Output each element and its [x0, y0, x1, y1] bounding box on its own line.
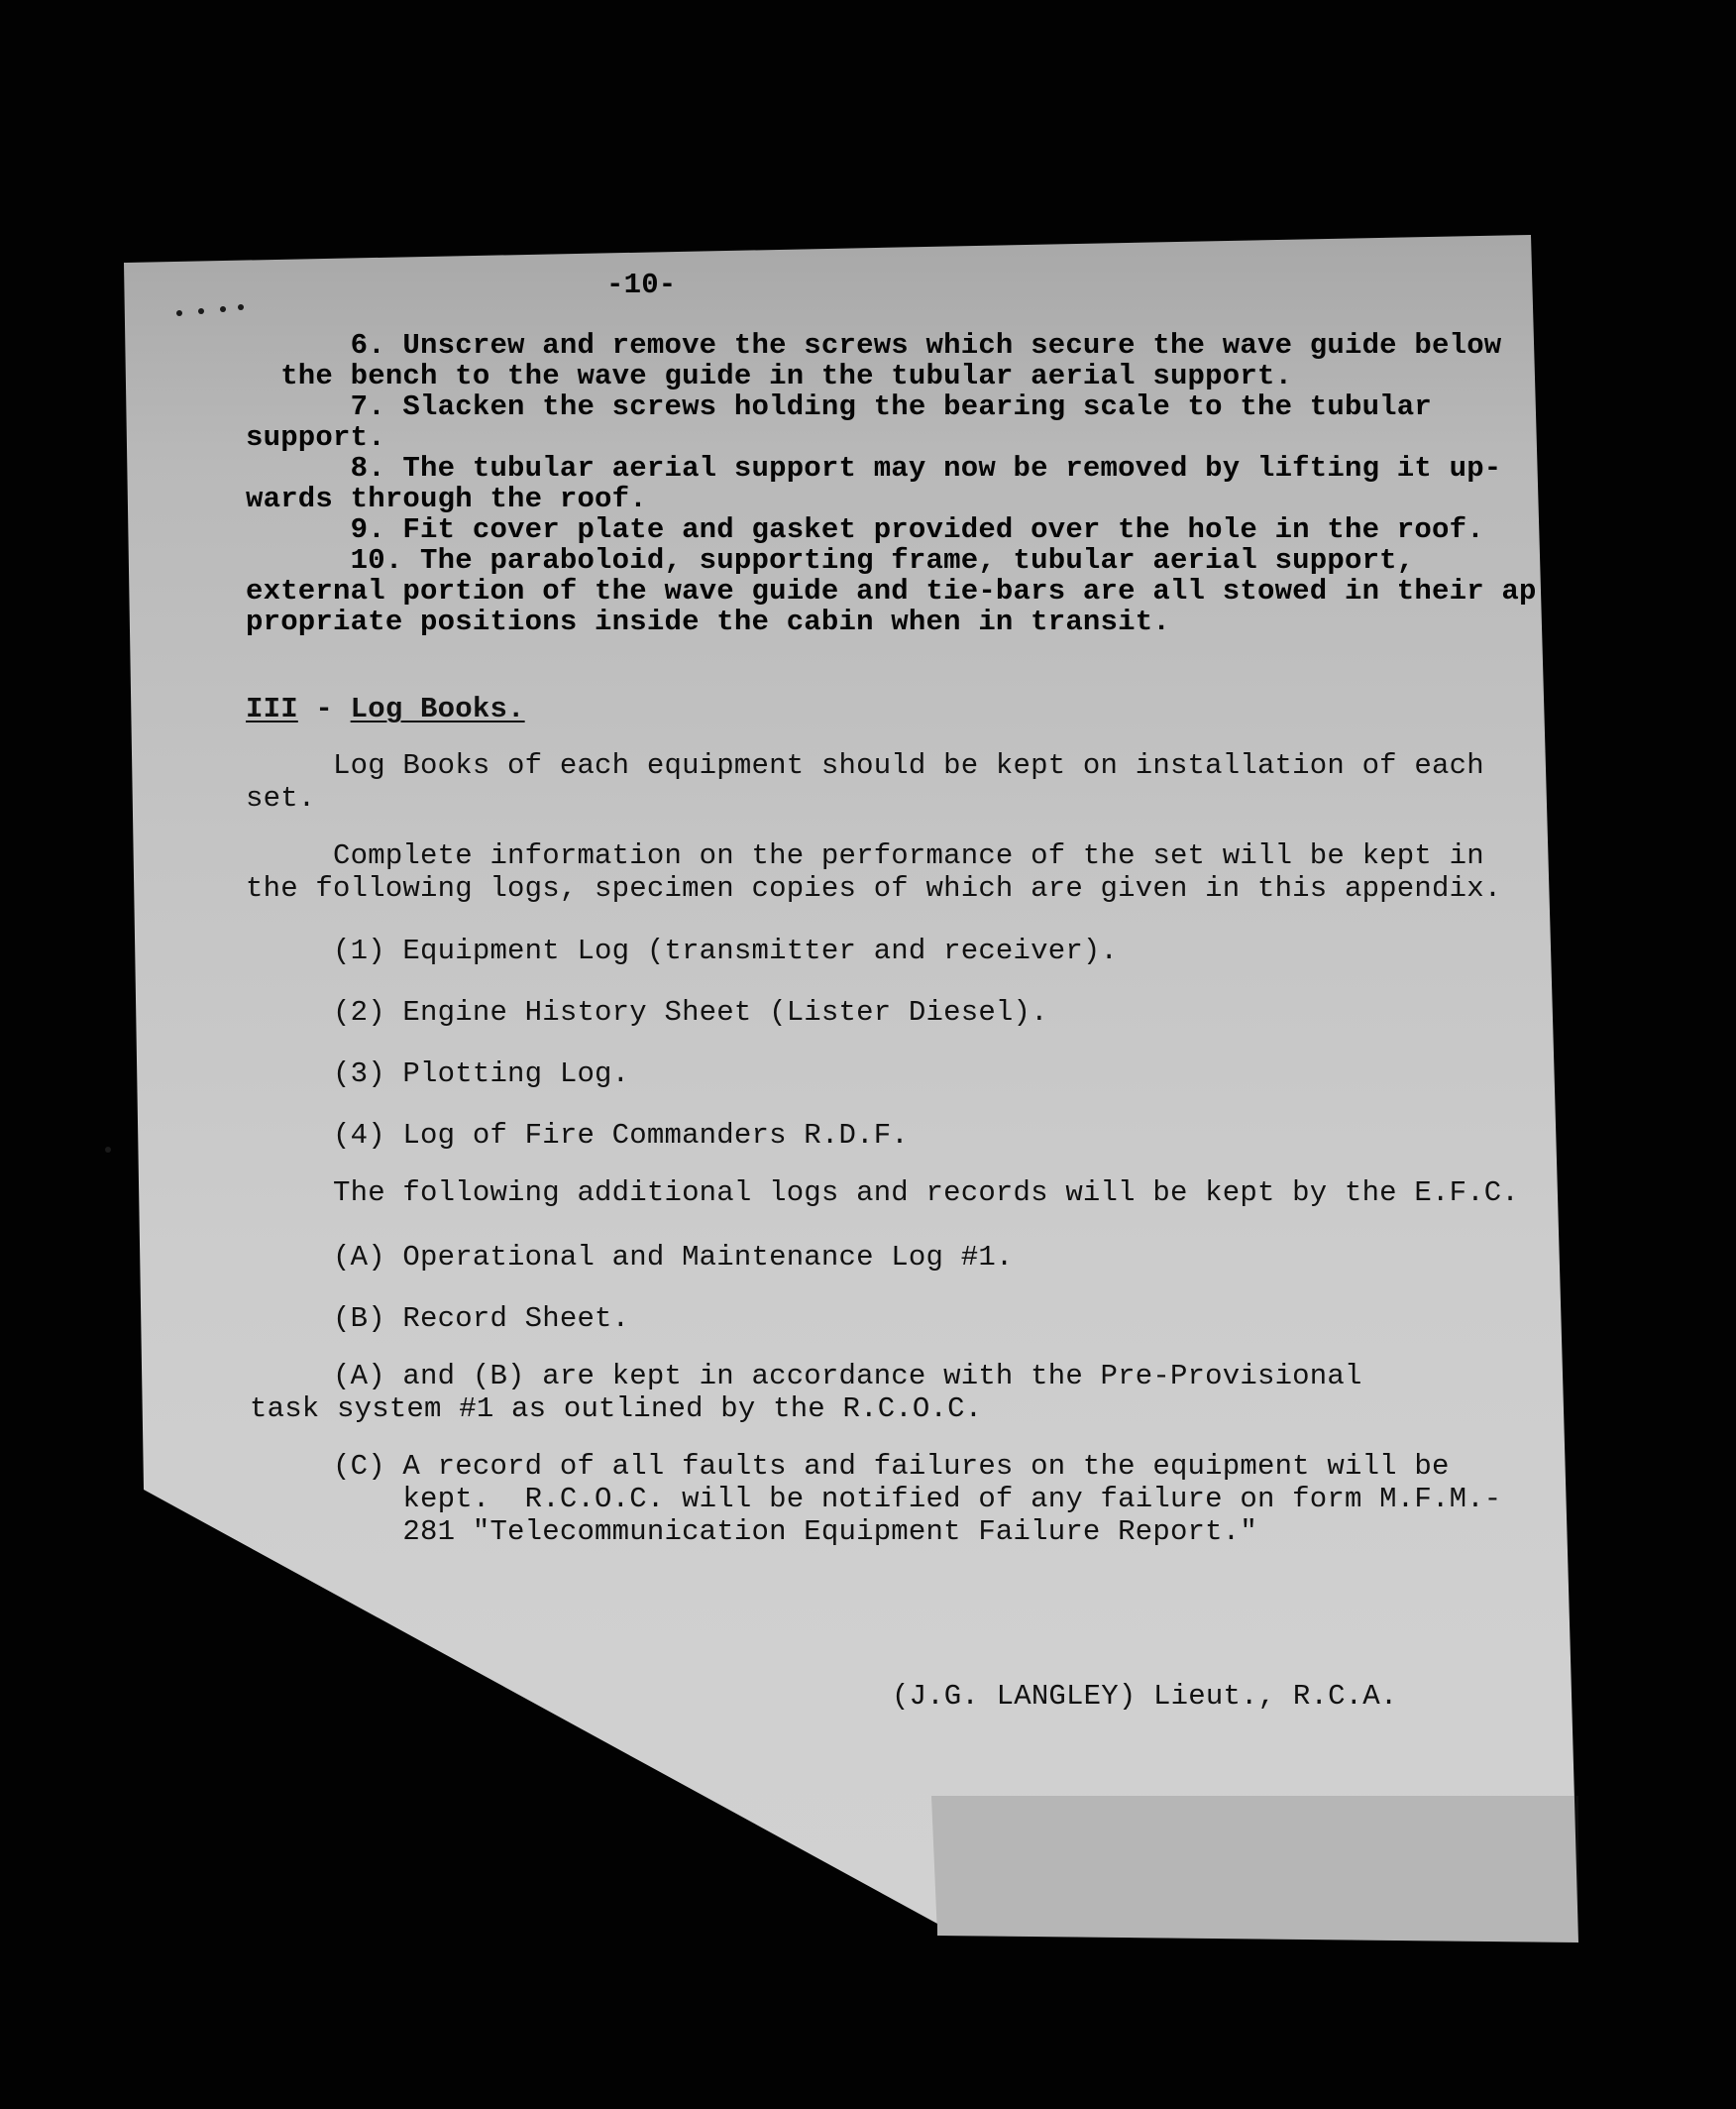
step-10-line1: 10. The paraboloid, supporting frame, tubular aerial support, — [246, 544, 1415, 577]
log-item-3: (3) Plotting Log. — [246, 1057, 630, 1090]
step-7-line2: support. — [246, 421, 385, 454]
additional-log-b: (B) Record Sheet. — [246, 1302, 630, 1335]
log-item-4: (4) Log of Fire Commanders R.D.F. — [246, 1119, 909, 1152]
record-c-line3: 281 "Telecommunication Equipment Failure Report." — [246, 1515, 1257, 1548]
step-7-line1: 7. Slacken the screws holding the bearing scale to the tubular — [246, 390, 1432, 423]
intro-line2: set. — [246, 782, 316, 815]
step-8-line1: 8. The tubular aerial support may now be removed by lifting it up- — [246, 452, 1502, 485]
step-6-line1: 6. Unscrew and remove the screws which secure the wave guide below — [246, 329, 1502, 362]
intro-line1: Log Books of each equipment should be kept on installation of each — [246, 749, 1484, 782]
record-c-line2: kept. R.C.O.C. will be notified of any failure on form M.F.M.- — [246, 1483, 1502, 1515]
step-9-line1: 9. Fit cover plate and gasket provided over the hole in the roof. — [246, 513, 1484, 546]
section-title: Log Books. — [350, 693, 525, 725]
scan-speck — [238, 304, 244, 310]
scan-speck — [220, 306, 226, 312]
ab-note-line1: (A) and (B) are kept in accordance with the Pre-Provisional — [246, 1360, 1362, 1392]
additional-intro: The following additional logs and records will be kept by the E.F.C. — [246, 1176, 1520, 1209]
record-c-line1: (C) A record of all faults and failures on the equipment will be — [246, 1450, 1450, 1483]
info-line2: the following logs, specimen copies of which are given in this appendix. — [246, 872, 1502, 905]
log-item-2: (2) Engine History Sheet (Lister Diesel). — [246, 996, 1048, 1029]
additional-log-a: (A) Operational and Maintenance Log #1. — [246, 1241, 1014, 1274]
section-number: III — [246, 693, 298, 725]
info-line1: Complete information on the performance of the set will be kept in — [246, 839, 1484, 872]
section-separator: - — [297, 693, 351, 725]
signature: (J.G. LANGLEY) Lieut., R.C.A. — [892, 1680, 1398, 1713]
scan-speck — [176, 310, 182, 316]
scan-speck — [105, 1147, 111, 1153]
step-8-line2: wards through the roof. — [246, 483, 647, 515]
log-item-1: (1) Equipment Log (transmitter and receiver). — [246, 935, 1119, 967]
section-heading — [246, 694, 525, 725]
ab-note-line2: task system #1 as outlined by the R.C.O.C. — [250, 1392, 983, 1425]
step-10-line3: propriate positions inside the cabin when in transit. — [246, 606, 1170, 638]
step-10-line2: external portion of the wave guide and tie-bars are all stowed in their ap — [246, 575, 1537, 608]
page-number: -10- — [606, 269, 677, 301]
scan-speck — [198, 308, 204, 314]
step-6-line2: the bench to the wave guide in the tubular aerial support. — [246, 360, 1293, 392]
